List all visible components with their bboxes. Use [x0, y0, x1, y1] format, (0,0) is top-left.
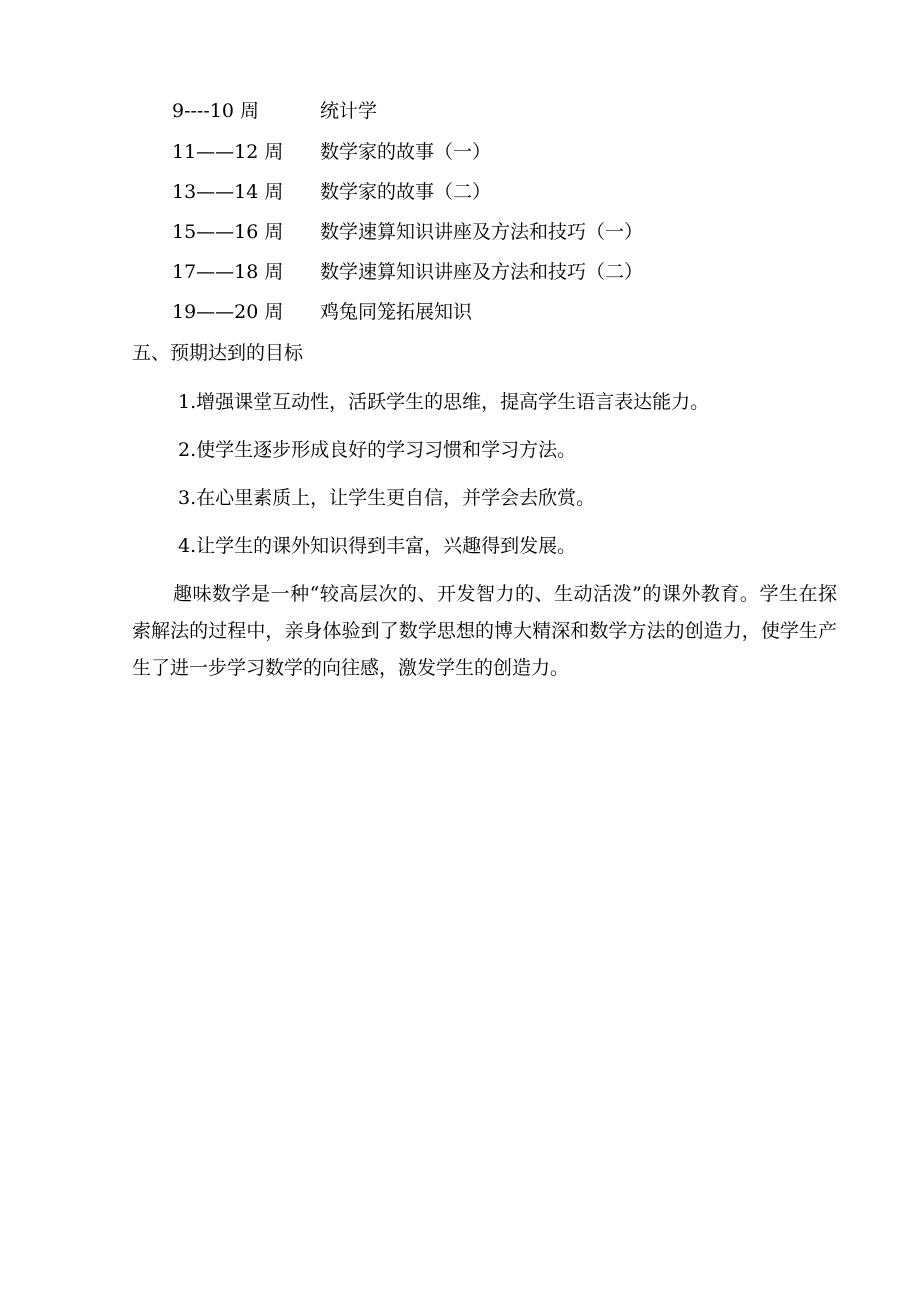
schedule-weeks: 15——16 周: [172, 221, 284, 243]
schedule-topic: 数学速算知识讲座及方法和技巧（二）: [320, 261, 644, 283]
schedule-weeks: 11——12 周: [172, 141, 284, 163]
goal-item: 1.增强课堂互动性，活跃学生的思维，提高学生语言表达能力。: [178, 391, 710, 413]
section-heading: 五、预期达到的目标: [132, 342, 304, 364]
goal-item: 4.让学生的课外知识得到丰富，兴趣得到发展。: [178, 535, 577, 557]
schedule-weeks: 19——20 周: [172, 301, 284, 323]
schedule-topic: 数学家的故事（一）: [320, 141, 492, 163]
schedule-topic: 鸡兔同笼拓展知识: [320, 301, 473, 323]
schedule-weeks: 17——18 周: [172, 261, 284, 283]
schedule-topic: 统计学: [320, 100, 378, 122]
goal-item: 2.使学生逐步形成良好的学习习惯和学习方法。: [178, 439, 577, 461]
summary-paragraph: 趣味数学是一种“较高层次的、开发智力的、生动活泼”的课外教育。学生在探索解法的过程中，亲身体验到了数学思想的博大精深和数学方法的创造力，使学生产生了进一步学习数学的向往感，激发学生的创造力。: [132, 583, 837, 679]
goal-item: 3.在心里素质上，让学生更自信，并学会去欣赏。: [178, 487, 596, 509]
schedule-weeks: 13——14 周: [172, 181, 284, 203]
schedule-topic: 数学速算知识讲座及方法和技巧（一）: [320, 221, 644, 243]
schedule-topic: 数学家的故事（二）: [320, 181, 492, 203]
schedule-weeks: 9----10 周: [172, 100, 259, 122]
